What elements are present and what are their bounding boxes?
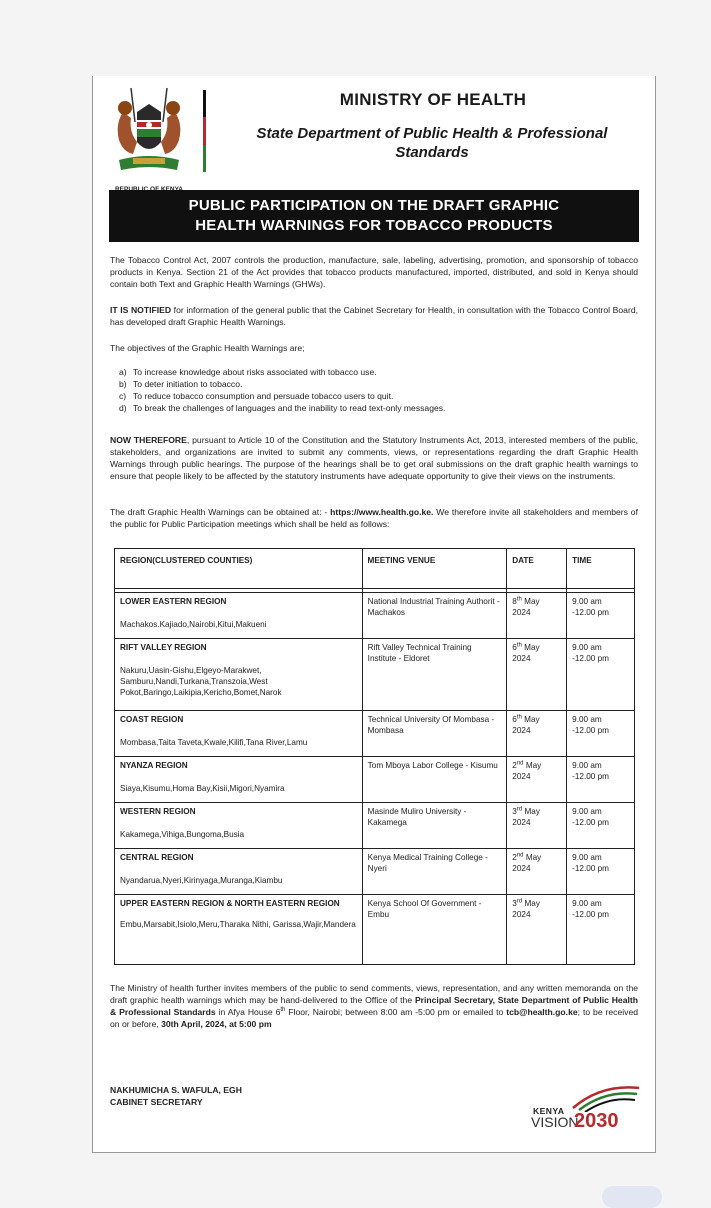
- closing-paragraph: The Ministry of health further invites members of the public to send comments, views, representation, and any written memoranda on the draft graphic health warnings which may be hand-delivered to the Office of the Principal Secretary, State Department of Public Health & Professional Standards in Afya House 6th Floor, Nairobi; between 8:00 am -5:00 pm or emailed to tcb@health.go.ke; to be received on or before, 30th April, 2024, at 5:00 pm: [110, 983, 638, 1029]
- notice-text: for information of the general public that the Cabinet Secretary for Health, in consultation with the Tobacco Control Board, has developed draft Graphic Health Warnings.: [110, 305, 638, 327]
- header-time: TIME: [567, 549, 635, 589]
- now-therefore-lead: NOW THEREFORE: [110, 435, 187, 445]
- title-banner: [109, 190, 639, 242]
- banner-line-1: PUBLIC PARTICIPATION ON THE DRAFT GRAPHIC: [188, 197, 560, 214]
- now-therefore-paragraph: NOW THEREFORE, pursuant to Article 10 of the Constitution and the Statutory Instruments Act, 2013, interested members of the public, stakeholders, and organizations are invited to submit any comments, views, or representations regarding the draft Graphic Health Warnings through public hearings. The purpose of the hearings shall be to get oral submissions on the draft graphic health warnings to ensure that people likely to be affected by the statutory instruments have adequate opportunity to give their views on the instruments.: [110, 435, 638, 481]
- table-row: WESTERN REGION Kakamega,Vihiga,Bungoma,Busia Masinde Muliro University - Kakamega 3rd May 2024 9.00 am -12.00 pm: [115, 803, 635, 849]
- objectives-list: [119, 366, 639, 414]
- kenya-coat-of-arms-icon: [109, 82, 189, 178]
- list-item: a) To increase knowledge about risks associated with tobacco use.: [119, 367, 377, 377]
- table-row: COAST REGION Mombasa,Taita Taveta,Kwale,Kilifi,Tana River,Lamu Technical University Of Mombasa - Mombasa 6th May 2024 9.00 am -12.00 pm: [115, 711, 635, 757]
- ministry-title: MINISTRY OF HEALTH: [339, 90, 527, 109]
- department-title: State Department of Public Health & Professional Standards: [256, 125, 608, 161]
- vision-word: VISION: [531, 1114, 579, 1130]
- notice-page: [92, 76, 656, 1153]
- signatory-name: NAKHUMICHA S. WAFULA, EGH: [110, 1085, 242, 1095]
- health-website-link[interactable]: https://www.health.go.ke.: [330, 507, 434, 517]
- table-row: NYANZA REGION Siaya,Kisumu,Homa Bay,Kisii,Migori,Nyamira Tom Mboya Labor College - Kisumu 2nd May 2024 9.00 am -12.00 pm: [115, 757, 635, 803]
- table-row: UPPER EASTERN REGION & NORTH EASTERN REGION Embu,Marsabit,Isiolo,Meru,Tharaka Nithi, Garissa,Wajir,Mandera Kenya School Of Government - Embu 3rd May 2024 9.00 am -12.00 pm: [115, 895, 635, 965]
- table-header-row: [115, 549, 635, 589]
- flag-stripe-divider: [203, 90, 206, 172]
- obtain-paragraph: The draft Graphic Health Warnings can be obtained at: - https://www.health.go.ke. We therefore invite all stakeholders and members of the public for Public Participation meetings which shall be held as follows:: [110, 507, 638, 529]
- banner-line-2: HEALTH WARNINGS FOR TOBACCO PRODUCTS: [195, 217, 553, 234]
- table-row: CENTRAL REGION Nyandarua,Nyeri,Kirinyaga,Muranga,Kiambu Kenya Medical Training College - Nyeri 2nd May 2024 9.00 am -12.00 pm: [115, 849, 635, 895]
- email-link[interactable]: tcb@health.go.ke: [506, 1007, 578, 1017]
- table-row: LOWER EASTERN REGION Machakos.Kajiado,Nairobi,Kitui,Makueni National Industrial Training Authorit - Machakos 8th May 2024 9.00 am -12.00 pm: [115, 593, 635, 639]
- meeting-schedule-body: [114, 592, 635, 965]
- notice-lead: IT IS NOTIFIED: [110, 305, 172, 315]
- scroll-indicator: [602, 1186, 662, 1208]
- list-item: c) To reduce tobacco consumption and persuade tobacco users to quit.: [119, 391, 394, 401]
- table-row: RIFT VALLEY REGION Nakuru,Uasin-Gishu,Elgeyo-Marakwet, Samburu,Nandi,Turkana,Transzoia,West Pokot,Baringo,Laikipia,Kericho,Bomet,Narok Rift Valley Technical Training Institute - Eldoret 6th May 2024 9.00 am -12.00 pm: [115, 639, 635, 711]
- vision-year: 2030: [574, 1110, 619, 1132]
- header-region: REGION(CLUSTERED COUNTIES): [115, 549, 363, 589]
- header-date: DATE: [507, 549, 567, 589]
- signatory-title: CABINET SECRETARY: [110, 1097, 203, 1107]
- list-item: d) To break the challenges of languages and the inability to read text-only messages.: [119, 403, 446, 413]
- vision-2030-swoosh-icon: [571, 1082, 641, 1112]
- vision-2030-logo: [531, 1076, 641, 1136]
- signature-block: [110, 1084, 242, 1108]
- header-venue: MEETING VENUE: [362, 549, 507, 589]
- intro-paragraph: The Tobacco Control Act, 2007 controls the production, manufacture, sale, labeling, advertising, promotion, and sponsorship of tobacco products in Kenya. Section 21 of the Act provides that tobacco products manufactured, imported, distributed, and sold in Kenya should contain both Text and Graphic Health Warnings (GHWs).: [110, 255, 638, 289]
- vision-kenya-label: KENYA: [533, 1106, 565, 1116]
- objectives-intro: The objectives of the Graphic Health Warnings are;: [110, 343, 305, 353]
- notice-paragraph: [110, 304, 638, 328]
- list-item: b) To deter initiation to tobacco.: [119, 379, 243, 389]
